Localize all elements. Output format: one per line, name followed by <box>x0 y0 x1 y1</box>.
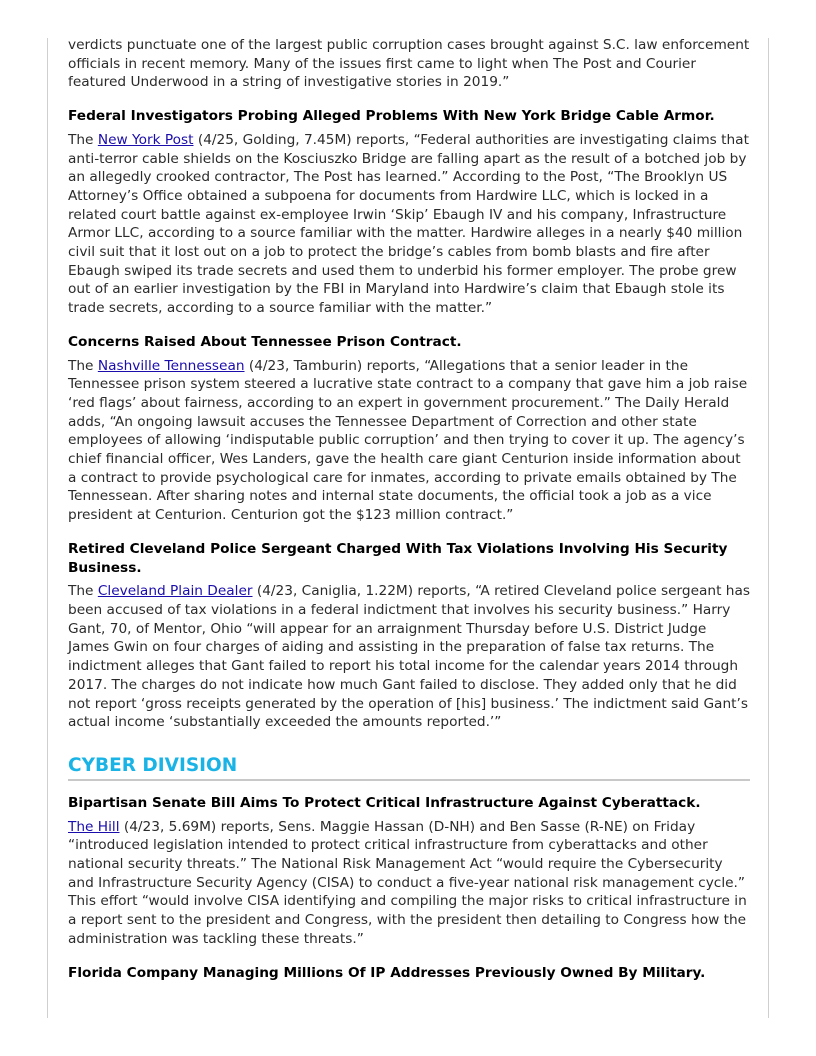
article-text: (4/23, Caniglia, 1.22M) reports, “A retired Cleveland police sergeant has been accused of tax violations in a federal indictment that involves his security business.” Harry Gant, 70, of Mentor, Ohio “will appear for an arraignment Thursday before U.S. District Judge James Gwin on four charges of aiding and assisting in the preparation of false tax returns. The indictment alleges that Gant failed to report his total income for the calendar years 2014 through 2017. The charges do not indicate how much Gant failed to disclose. They added only that he did not report ‘gross receipts generated by the operation of [his] business.’ The indictment said Gant’s actual income ‘substantially exceeded the amounts reported.’” <box>68 583 751 731</box>
article-text: (4/23, 5.69M) reports, Sens. Maggie Hassan (D-NH) and Ben Sasse (R-NE) on Friday “introduced legislation intended to protect critical infrastructure from cyberattacks and other national security threats.” The National Risk Management Act “would require the Cybersecurity and Infrastructure Security Agency (CISA) to conduct a five-year national risk management cycle.” This effort “would involve CISA identifying and compiling the major risks to critical infrastructure in a report sent to the president and Congress, with the president then detailing to Congress how the administration was tackling these threats.” <box>68 818 747 947</box>
article-text: (4/23, Tamburin) reports, “Allegations that a senior leader in the Tennessee prison system steered a lucrative state contract to a company that gave him a job raise ‘red flags’ about fairness, according to an expert in government procurement.” The Daily Herald adds, “An ongoing lawsuit accuses the Tennessee Department of Correction and other state employees of allowing ‘indisputable public corruption’ and then trying to cover it up. The agency’s chief financial officer, Wes Landers, gave the health care giant Centurion inside information about a contract to provide psychological care for inmates, according to private emails obtained by The Tennessean. After sharing notes and internal state documents, the official took a job as a vice president at Centurion. Centurion got the $123 million contract.” <box>68 357 748 524</box>
article-body <box>68 582 750 732</box>
source-link-new-york-post[interactable]: New York Post <box>97 131 194 148</box>
article-senate-bill <box>68 794 750 949</box>
document-content <box>68 36 750 982</box>
lead-word: The <box>68 583 94 600</box>
lead-word: The <box>68 131 94 148</box>
article-heading: Bipartisan Senate Bill Aims To Protect Critical Infrastructure Against Cyberattack. <box>68 794 701 811</box>
right-margin-rule <box>768 38 769 1018</box>
source-link-the-hill[interactable]: The Hill <box>68 818 120 835</box>
article-heading: Retired Cleveland Police Sergeant Charged With Tax Violations Involving His Security Business. <box>68 540 728 576</box>
article-body <box>68 131 750 318</box>
article-heading: Concerns Raised About Tennessee Prison Contract. <box>68 333 462 350</box>
section-title-cyber-division: CYBER DIVISION <box>68 754 750 781</box>
article-heading: Federal Investigators Probing Alleged Problems With New York Bridge Cable Armor. <box>68 108 715 125</box>
left-margin-rule <box>47 38 48 1018</box>
source-link-cleveland-plain-dealer[interactable]: Cleveland Plain Dealer <box>97 583 253 600</box>
article-body <box>68 357 750 525</box>
source-link-nashville-tennessean[interactable]: Nashville Tennessean <box>97 357 245 374</box>
article-heading: Florida Company Managing Millions Of IP Addresses Previously Owned By Military. <box>68 964 706 981</box>
article-text: (4/25, Golding, 7.45M) reports, “Federal authorities are investigating claims that anti-terror cable shields on the Kosciuszko Bridge are falling apart as the result of a botched job by an allegedly crooked contractor, The Post has learned.” According to the Post, “The Brooklyn US Attorney’s Office obtained a subpoena for documents from Hardwire LLC, which is locked in a related court battle against ex-employee Irwin ‘Skip’ Ebaugh IV and his company, Infrastructure Armor LLC, according to a source familiar with the matter. Hardwire alleges in a nearly $40 million civil suit that it lost out on a job to protect the bridge’s cables from bomb blasts and fire after Ebaugh swiped its trade secrets and used them to underbid his former employer. The probe grew out of an earlier investigation by the FBI in Maryland into Hardwire’s claim that Ebaugh stole its trade secrets, according to a source familiar with the matter.” <box>68 131 749 317</box>
article-tennessee-prison <box>68 333 750 525</box>
article-body <box>68 818 750 949</box>
lead-word: The <box>68 357 94 374</box>
intro-paragraph: verdicts punctuate one of the largest public corruption cases brought against S.C. law enforcement officials in recent memory. Many of the issues first came to light when The Post and Courier featured Underwood in a string of investigative stories in 2019.” <box>68 37 750 91</box>
article-florida-ip <box>68 964 750 983</box>
article-cleveland-sergeant <box>68 540 750 732</box>
article-bridge-cable <box>68 107 750 318</box>
